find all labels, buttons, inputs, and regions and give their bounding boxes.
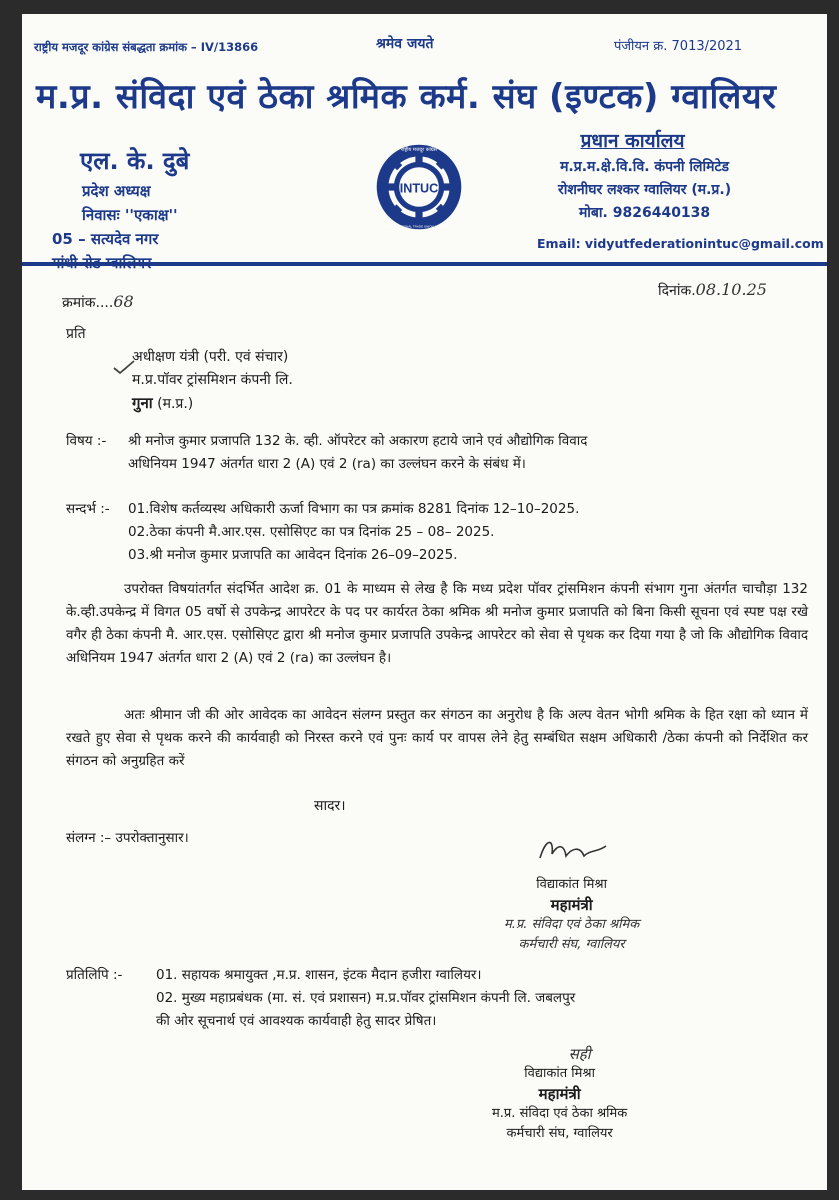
head-office-heading: प्रधान कार्यालय: [580, 130, 685, 152]
body-paragraph-2: अतः श्रीमान जी की ओर आवेदक का आवेदन संलग्न प्रस्तुत कर संगठन का अनुरोध है कि अल्प वेतन भोगी श्रमिक के हित रक्षा को ध्यान में रखते हुए सेवा से पृथक करने की कार्यवाही को निरस्त करने एवं पुनः कार्य पर वापस लेने हेतु सम्बंधित सक्षम अधिकारी /ठेका कंपनी को निर्देशित कर संगठन को अनुग्रहित करें: [66, 707, 808, 769]
references-label: सन्दर्भ :-: [66, 501, 110, 517]
organization-title: म.प्र. संविदा एवं ठेका श्रमिक कर्म. संघ (इण्टक) ग्वालियर: [36, 77, 777, 117]
head-office-mobile: मोबा. 9826440138: [578, 205, 711, 221]
addressee-line1: अधीक्षण यंत्री (परी. एवं संचार): [132, 349, 289, 365]
head-office-line2: रोशनीघर लश्कर ग्वालियर (म.प्र.): [558, 182, 732, 198]
subject-block: [66, 430, 806, 476]
intuc-logo: [374, 142, 464, 232]
signatory-1-org-line2: कर्मचारी संघ, ग्वालियर: [518, 937, 625, 952]
signatory-2-post: महामंत्री: [538, 1085, 581, 1103]
addressee-line2: म.प्र.पॉवर ट्रांसमिशन कंपनी लि.: [132, 372, 293, 388]
body-paragraph-1: उपरोक्त विषयांतर्गत संदर्भित आदेश क्र. 01 के माध्यम से लेख है कि मध्य प्रदेश पॉवर ट्रांसमिशन कंपनी संभाग गुना अंतर्गत चाचौड़ा 132 के.व्ही.उपकेन्द्र में विगत 05 वर्षो से उपकेन्द्र आपरेटर के पद पर कार्यरत ठेका श्रमिक श्री मनोज कुमार प्रजापति को बिना किसी सूचना एवं स्पष्ट पक्ष रखे वगैर ही ठेका कंपनी मै. आर.एस. एसोसिएट द्वारा श्री मनोज कुमार प्रजापति उपकेन्द्र आपरेटर को सेवा से पृथक कर दिया गया है जो कि औद्योगिक विवाद अधिनियम 1947 अंतर्गत धारा 2 (A) एवं 2 (ra) का उल्लंघन है।: [66, 581, 808, 666]
letter-date-label: दिनांक: [658, 283, 692, 299]
reference-number-value: 68: [113, 292, 134, 311]
signature-block-1: [504, 834, 639, 955]
signature-mark: सही: [568, 1045, 591, 1063]
reference-number: क्रमांक....68: [62, 292, 134, 311]
copy-to-item-3: की ओर सूचनार्थ एवं आवश्यक कार्यवाही हेतु सादर प्रेषित।: [156, 1013, 437, 1029]
president-address-line1: 05 – सत्यदेव नगर: [52, 230, 159, 248]
president-name: एल. के. दुबे: [80, 147, 190, 175]
signatory-2-name: विद्याकांत मिश्रा: [524, 1066, 596, 1081]
subject-line1: श्री मनोज कुमार प्रजापति 132 के. व्ही. ऑपरेटर को अकारण हटाये जाने एवं औद्योगिक विवाद: [128, 433, 588, 449]
signature-block-2: [492, 1044, 627, 1144]
handwritten-signature: [532, 834, 612, 868]
signatory-2-org-line2: कर्मचारी संघ, ग्वालियर: [506, 1126, 613, 1141]
references-block: [66, 498, 579, 567]
logo-ring-bottom-text: INDIAN NATIONAL TRADE UNION CONGRESS: [385, 224, 453, 229]
motto-text: श्रमेव जयते: [376, 36, 434, 52]
subject-line2: अधिनियम 1947 अंतर्गत धारा 2 (A) एवं 2 (ra) का उल्लंघन करने के संबंध में।: [128, 456, 526, 472]
letterhead-divider: [22, 262, 827, 266]
reference-number-label: क्रमांक: [62, 295, 96, 311]
logo-center-text: INTUC: [399, 181, 439, 196]
president-residence: निवासः ''एकाक्ष'': [82, 206, 178, 224]
logo-ring-top-text: राष्ट्रीय मजदूर कांग्रेस: [401, 147, 437, 153]
reference-item-2: 02.ठेका कंपनी मै.आर.एस. एसोसिएट का पत्र दिनांक 25 – 08– 2025.: [128, 524, 495, 540]
president-designation: प्रदेश अध्यक्ष: [82, 182, 151, 200]
addressee-city: गुना: [132, 394, 153, 412]
reference-item-3: 03.श्री मनोज कुमार प्रजापति का आवेदन दिनांक 26–09–2025.: [128, 547, 458, 563]
email-address: Email: vidyutfederationintuc@gmail.com: [537, 236, 824, 251]
to-label: प्रति: [66, 326, 86, 342]
signatory-1-post: महामंत्री: [550, 896, 593, 914]
head-office-block: [558, 127, 731, 226]
signatory-2-org-line1: म.प्र. संविदा एवं ठेका श्रमिक: [492, 1106, 628, 1121]
president-block: [52, 144, 189, 277]
registration-number: पंजीयन क्र. 7013/2021: [614, 39, 743, 54]
copy-to-item-2: 02. मुख्य महाप्रबंधक (मा. सं. एवं प्रशासन) म.प्र.पॉवर ट्रांसमिशन कंपनी लि. जबलपुर: [156, 990, 576, 1006]
affiliation-text: राष्ट्रीय मजदूर कांग्रेस संबद्धता क्रमांक – IV/13866: [34, 40, 259, 54]
addressee-block: [132, 346, 293, 416]
letter-page: [22, 14, 827, 1190]
copy-to-item-1: 01. सहायक श्रमायुक्त ,म.प्र. शासन, इंटक मैदान हजीरा ग्वालियर।: [156, 967, 482, 983]
addressee-state: (म.प्र.): [157, 396, 194, 412]
letter-date: दिनांक.08.10.25: [658, 280, 767, 299]
copy-to-label: प्रतिलिपि :-: [66, 967, 123, 983]
closing-regards: सादर।: [314, 798, 346, 814]
signatory-1-org-line1: म.प्र. संविदा एवं ठेका श्रमिक: [504, 917, 640, 932]
subject-label: विषय :-: [66, 433, 107, 449]
reference-item-1: 01.विशेष कर्तव्यस्थ अधिकारी ऊर्जा विभाग का पत्र क्रमांक 8281 दिनांक 12–10–2025.: [128, 501, 580, 517]
signatory-1-name: विद्याकांत मिश्रा: [536, 877, 608, 892]
letter-date-value: 08.10.25: [695, 280, 767, 299]
head-office-line1: म.प्र.म.क्षे.वि.वि. कंपनी लिमिटेड: [560, 159, 730, 175]
enclosure-note: संलग्न :– उपरोक्तानुसार।: [66, 830, 189, 846]
copy-to-block: [66, 964, 575, 1033]
